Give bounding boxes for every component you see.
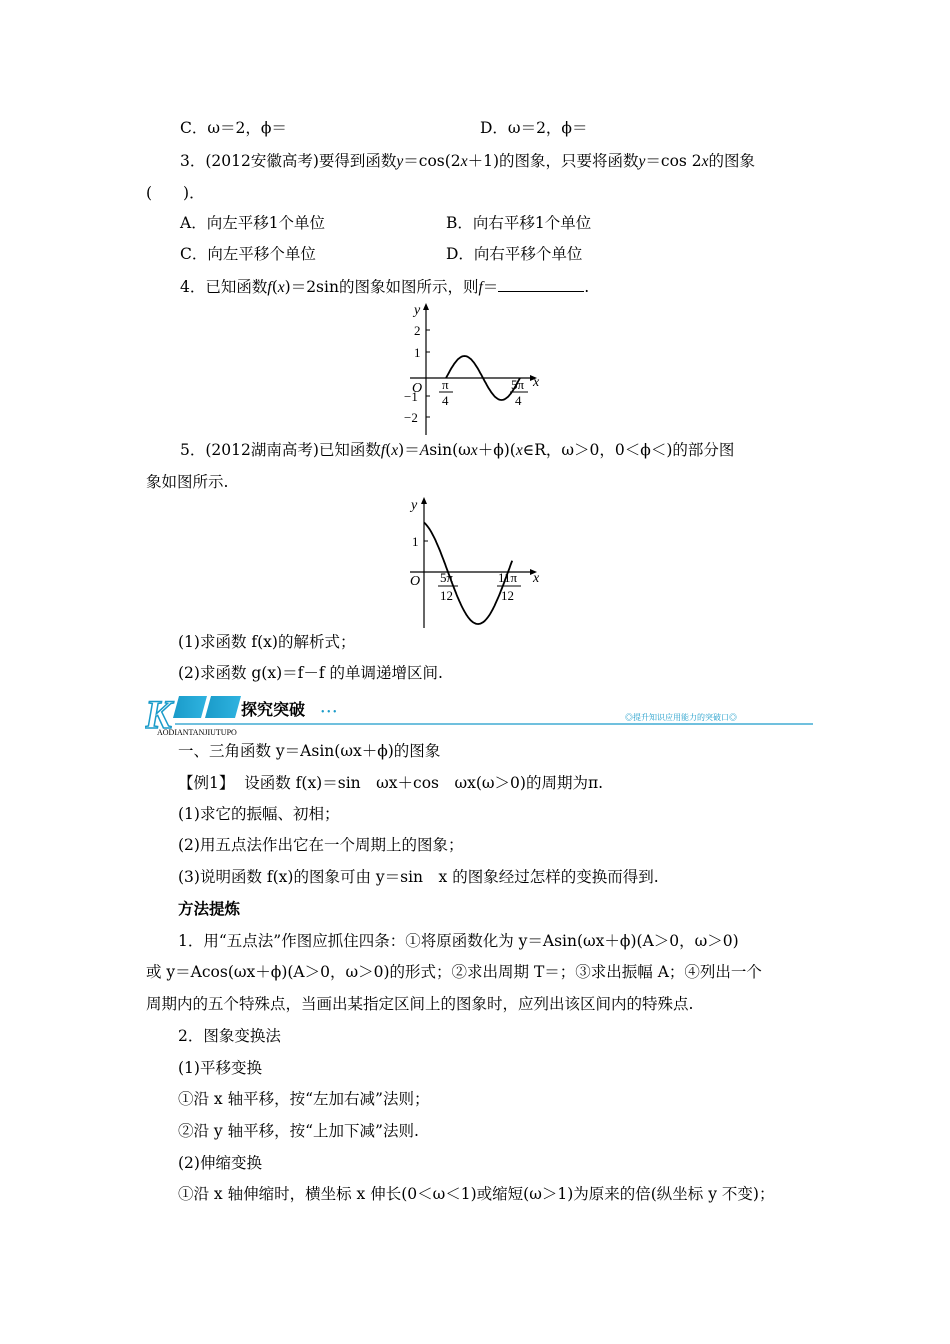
y-label: y: [411, 498, 418, 513]
method-1-line-2: 或 y＝Acos(ωx＋ϕ)(A＞0，ω＞0)的形式；②求出周期 T＝；③求出振幅 A；④列出一个: [146, 963, 762, 981]
q2-option-c: C．ω＝2，ϕ＝: [180, 119, 287, 137]
y-axis-arrow: [421, 497, 427, 504]
banner-subtitle: AODIANTANJIUTUPO: [157, 728, 237, 737]
xtick-5pi12-den: 12: [440, 588, 453, 603]
q5-part-1: (1)求函数 f(x)的解析式；: [178, 633, 356, 651]
example-1-part-2: (2)用五点法作出它在一个周期上的图象；: [178, 836, 464, 854]
banner-letter: K: [145, 692, 172, 737]
q5-stem-cont: 象如图所示.: [146, 473, 229, 491]
method-1-line-1: 1．用“五点法”作图应抓住四条：①将原函数化为 y＝Asin(ωx＋ϕ)(A＞0，ω＞0): [178, 932, 739, 950]
section-banner: [145, 690, 815, 740]
xtick-5pi4-num: 5π: [511, 377, 525, 392]
y-axis-arrow: [423, 303, 429, 310]
answer-blank[interactable]: [498, 277, 584, 292]
method-2-1: (1)平移变换: [178, 1059, 262, 1077]
q2-option-d: D．ω＝2，ϕ＝: [480, 119, 588, 137]
q5-part-2: (2)求函数 g(x)＝f－f 的单调递增区间.: [178, 664, 443, 682]
xtick-pi4-den: 4: [442, 393, 449, 408]
method-heading: 方法提炼: [178, 900, 241, 918]
xtick-11pi12-den: 12: [501, 588, 514, 603]
section-heading: 一、三角函数 y＝Asin(ωx＋ϕ)的图象: [178, 742, 441, 760]
example-1-part-1: (1)求它的振幅、初相；: [178, 805, 340, 823]
origin-label: O: [412, 381, 423, 396]
q3-option-b: B．向右平移1个单位: [446, 214, 592, 232]
method-2-2a: ①沿 x 轴伸缩时，横坐标 x 伸长(0＜ω＜1)或缩短(ω＞1)为原来的倍(纵坐标 y 不变)；: [178, 1185, 775, 1203]
ytick-1: 1: [414, 345, 421, 360]
banner-bar-1: [173, 696, 207, 718]
xtick-5pi12-num: 5π: [440, 570, 454, 585]
graph-sine-q4: [400, 300, 560, 440]
ytick-2: 2: [414, 323, 421, 338]
method-2-2: (2)伸缩变换: [178, 1154, 262, 1172]
ytick-neg2: −2: [404, 410, 418, 425]
x-label: x: [533, 375, 540, 390]
q4-stem: 4．已知函数f(x)＝2sin的图象如图所示，则f＝ .: [180, 278, 590, 296]
banner-bar-2: [205, 696, 241, 718]
q5-stem: 5．(2012湖南高考)已知函数f(x)＝Asin(ωx＋ϕ)(x∈R，ω＞0，0＜ϕ＜)的部分图: [180, 441, 735, 459]
ytick-neg1: −1: [404, 389, 418, 404]
q3-option-d: D．向右平移个单位: [446, 245, 583, 263]
q3-paren: ( )．: [146, 184, 205, 202]
q3-stem: 3．(2012安徽高考)要得到函数y＝cos(2x＋1)的图象，只要将函数y＝cos 2x的图象: [180, 152, 756, 170]
banner-dots: • • •: [321, 707, 337, 718]
y-label: y: [414, 303, 421, 318]
xtick-5pi4-den: 4: [515, 393, 522, 408]
method-2: 2．图象变换法: [178, 1027, 281, 1045]
method-2-1a: ①沿 x 轴平移，按“左加右减”法则；: [178, 1090, 430, 1108]
example-1-part-3: (3)说明函数 f(x)的图象可由 y＝sin x 的图象经过怎样的变换而得到.: [178, 868, 659, 886]
origin-label: O: [410, 574, 421, 589]
ytick-1: 1: [412, 534, 419, 549]
method-2-1b: ②沿 y 轴平移，按“上加下减”法则.: [178, 1122, 419, 1140]
xtick-pi4-num: π: [442, 377, 449, 392]
method-1-line-3: 周期内的五个特殊点，当画出某指定区间上的图象时，应列出该区间内的特殊点.: [146, 995, 694, 1013]
q3-option-a: A．向左平移1个单位: [180, 214, 326, 232]
x-label: x: [533, 571, 540, 586]
xtick-11pi12-num: 11π: [498, 570, 518, 585]
q3-option-c: C．向左平移个单位: [180, 245, 316, 263]
banner-title: 探究突破: [241, 702, 306, 719]
example-1: 【例1】 设函数 f(x)＝sin ωx＋cos ωx(ω＞0)的周期为π.: [178, 774, 604, 792]
graph-sine-q5: [400, 492, 560, 632]
banner-right-text: ◎提升知识应用能力的突破口◎: [625, 713, 737, 722]
